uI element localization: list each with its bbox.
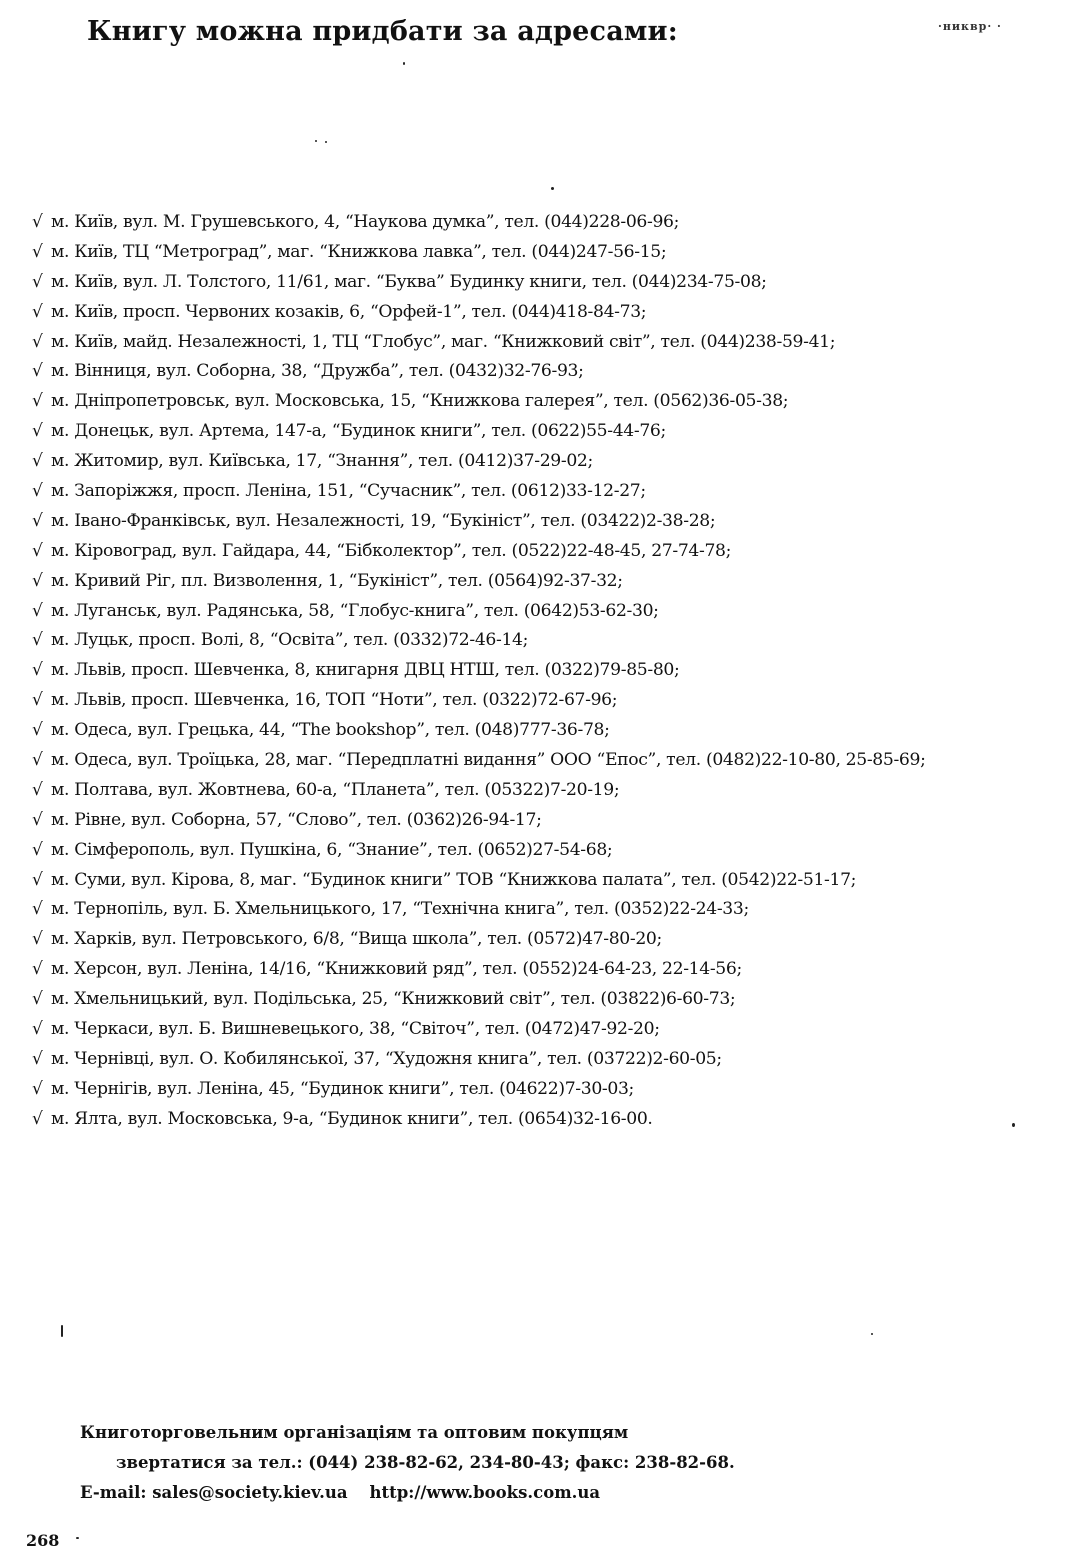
address-item [32,477,1068,507]
check-icon: √ [32,391,43,412]
check-icon: √ [32,959,43,980]
website-link[interactable]: http://www.books.com.ua [369,1483,601,1502]
address-item [32,925,1068,955]
address-item [32,1045,1068,1075]
address-item [32,268,1068,298]
check-icon: √ [32,212,43,232]
check-icon: √ [32,809,43,830]
check-icon: √ [32,301,43,322]
address-item [32,776,1068,806]
scan-speck [403,62,405,65]
wholesale-phones-line: звертатися за тел.: (044) 238-82-62, 234-80-43; факс: 238-82-68. [116,1453,735,1472]
check-icon: √ [32,899,43,920]
address-text: м. Сімферополь, вул. Пушкіна, 6, “Знание”, тел. (0652)27-54-68; [51,839,613,860]
address-item [32,447,1068,477]
address-text: м. Дніпропетровськ, вул. Московська, 15, “Книжкова галерея”, тел. (0562)36-05-38; [51,391,789,412]
check-icon: √ [32,660,43,681]
address-text: м. Житомир, вул. Київська, 17, “Знання”, тел. (0412)37-29-02; [51,451,593,472]
address-item [32,537,1068,567]
address-text: м. Київ, майд. Незалежності, 1, ТЦ “Глобус”, маг. “Книжковий світ”, тел. (044)238-59-41; [51,331,836,352]
check-icon: √ [32,361,43,382]
contacts-line [80,1478,735,1508]
address-item [32,716,1068,746]
scan-speck [325,141,327,143]
check-icon: √ [32,510,43,531]
address-text: м. Донецьк, вул. Артема, 147-а, “Будинок книги”, тел. (0622)55-44-76; [51,421,666,442]
check-icon: √ [32,1108,43,1129]
address-text: м. Кіровоград, вул. Гайдара, 44, “Бібколектор”, тел. (0522)22-48-45, 27-74-78; [51,540,732,561]
address-item [32,298,1068,328]
address-text: м. Херсон, вул. Леніна, 14/16, “Книжковий ряд”, тел. (0552)24-64-23, 22-14-56; [51,959,742,980]
address-text: м. Черкаси, вул. Б. Вишневецького, 38, “Світоч”, тел. (0472)47-92-20; [51,1019,660,1040]
address-item [32,836,1068,866]
scan-speck [551,187,554,190]
address-item [32,985,1068,1015]
address-item [32,686,1068,716]
page-number: 268 [26,1531,60,1550]
address-text: м. Луганськ, вул. Радянська, 58, “Глобус-книга”, тел. (0642)53-62-30; [51,600,659,621]
check-icon: √ [32,690,43,711]
address-text: м. Київ, вул. М. Грушевського, 4, “Наукова думка”, тел. (044)228-06-96; [51,212,680,232]
scan-speck [61,1325,63,1337]
address-text: м. Київ, ТЦ “Метроград”, маг. “Книжкова лавка”, тел. (044)247-56-15; [51,241,667,262]
address-item [32,626,1068,656]
check-icon: √ [32,540,43,561]
check-icon: √ [32,720,43,741]
address-item [32,1105,1068,1135]
page-title: Книгу можна придбати за адресами: [87,16,678,47]
address-text: м. Рівне, вул. Соборна, 57, “Слово”, тел. (0362)26-94-17; [51,809,542,830]
address-item [32,387,1068,417]
address-item [32,955,1068,985]
address-text: м. Ялта, вул. Московська, 9-а, “Будинок книги”, тел. (0654)32-16-00. [51,1108,653,1129]
address-text: м. Одеса, вул. Троїцька, 28, маг. “Передплатні видання” ООО “Епос”, тел. (0482)22-10-80, 25-85-69; [51,750,926,771]
address-item [32,567,1068,597]
address-item [32,1075,1068,1105]
scan-speck [315,140,317,142]
address-item [32,328,1068,358]
address-text: м. Суми, вул. Кірова, 8, маг. “Будинок книги” ТОВ “Книжкова палата”, тел. (0542)22-51-17; [51,869,857,890]
check-icon: √ [32,929,43,950]
address-item [32,806,1068,836]
check-icon: √ [32,331,43,352]
corner-mark: ·никвр· · [938,20,1002,33]
address-item [32,1015,1068,1045]
address-text: м. Чернігів, вул. Леніна, 45, “Будинок книги”, тел. (04622)7-30-03; [51,1078,634,1099]
address-item [32,417,1068,447]
check-icon: √ [32,779,43,800]
address-text: м. Київ, просп. Червоних козаків, 6, “Орфей-1”, тел. (044)418-84-73; [51,301,647,322]
check-icon: √ [32,839,43,860]
address-item [32,507,1068,537]
check-icon: √ [32,1078,43,1099]
address-item [32,866,1068,896]
scan-speck [871,1333,873,1335]
check-icon: √ [32,630,43,651]
email-text[interactable]: E-mail: sales@society.kiev.ua [80,1483,348,1502]
address-text: м. Тернопіль, вул. Б. Хмельницького, 17, “Технічна книга”, тел. (0352)22-24-33; [51,899,749,920]
wholesale-contact-block [80,1418,735,1508]
address-text: м. Кривий Ріг, пл. Визволення, 1, “Букініст”, тел. (0564)92-37-32; [51,570,623,591]
address-item [32,357,1068,387]
check-icon: √ [32,451,43,472]
check-icon: √ [32,421,43,442]
address-item [32,238,1068,268]
address-list [32,208,1068,1135]
address-text: м. Львів, просп. Шевченка, 8, книгарня ДВЦ НТШ, тел. (0322)79-85-80; [51,660,680,681]
check-icon: √ [32,481,43,502]
address-item [32,746,1068,776]
address-item [32,208,1068,238]
address-item [32,656,1068,686]
address-text: м. Київ, вул. Л. Толстого, 11/61, маг. “Буква” Будинку книги, тел. (044)234-75-08; [51,271,767,292]
check-icon: √ [32,1019,43,1040]
address-text: м. Одеса, вул. Грецька, 44, “The bookshop”, тел. (048)777-36-78; [51,720,610,741]
check-icon: √ [32,600,43,621]
address-text: м. Харків, вул. Петровського, 6/8, “Вища школа”, тел. (0572)47-80-20; [51,929,662,950]
address-text: м. Вінниця, вул. Соборна, 38, “Дружба”, тел. (0432)32-76-93; [51,361,584,382]
check-icon: √ [32,869,43,890]
address-text: м. Хмельницький, вул. Подільська, 25, “Книжковий світ”, тел. (03822)6-60-73; [51,989,736,1010]
address-text: м. Луцьк, просп. Волі, 8, “Освіта”, тел. (0332)72-46-14; [51,630,529,651]
address-text: м. Запоріжжя, просп. Леніна, 151, “Сучасник”, тел. (0612)33-12-27; [51,481,646,502]
check-icon: √ [32,1048,43,1069]
address-item [32,895,1068,925]
check-icon: √ [32,989,43,1010]
address-text: м. Чернівці, вул. О. Кобилянської, 37, “Художня книга”, тел. (03722)2-60-05; [51,1048,722,1069]
check-icon: √ [32,271,43,292]
scan-speck [76,1537,79,1539]
check-icon: √ [32,570,43,591]
address-item [32,597,1068,627]
address-text: м. Івано-Франківськ, вул. Незалежності, 19, “Букініст”, тел. (03422)2-38-28; [51,510,716,531]
check-icon: √ [32,241,43,262]
address-text: м. Полтава, вул. Жовтнева, 60-а, “Планета”, тел. (05322)7-20-19; [51,779,620,800]
address-text: м. Львів, просп. Шевченка, 16, ТОП “Ноти”, тел. (0322)72-67-96; [51,690,618,711]
check-icon: √ [32,750,43,771]
wholesale-line: Книготорговельним організаціям та оптовим покупцям [80,1423,629,1442]
scan-speck [1012,1123,1015,1127]
